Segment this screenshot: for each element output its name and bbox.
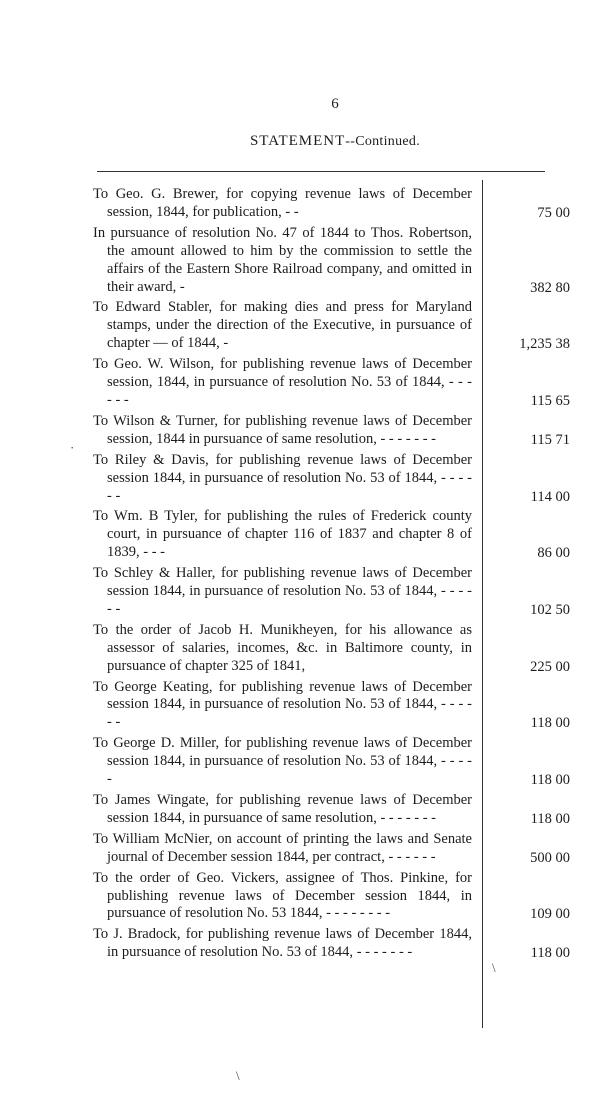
stray-mark: \ xyxy=(236,1068,240,1083)
page-title-suffix: --Continued. xyxy=(345,134,421,149)
entry-amount: 118 00 xyxy=(530,772,570,789)
statement-entry xyxy=(0,679,600,733)
entry-description xyxy=(93,565,472,619)
entry-leaders: - - - xyxy=(143,544,165,561)
entry-leaders: - - - - - - - xyxy=(356,944,413,961)
entry-description xyxy=(93,412,472,449)
entry-description xyxy=(93,299,472,353)
entry-description xyxy=(93,869,472,924)
page-title-main: STATEMENT xyxy=(249,133,346,149)
top-rule xyxy=(97,171,545,172)
entry-description xyxy=(93,678,472,733)
entry-description xyxy=(93,356,472,410)
entry-description xyxy=(93,186,472,222)
entry-text: To Wm. B Tyler, for publishing the rules of Frederick county court, in pursuance of chapter 116 of 1837 and chapter 8 of 1839, xyxy=(93,508,472,561)
entry-text: To Geo. W. Wilson, for publishing revenue laws of December session, 1844, in pursuance of resolution No. 53 of 1844, xyxy=(93,356,472,391)
entry-description xyxy=(93,224,472,297)
entry-description xyxy=(93,508,472,562)
entry-leaders: - - - - - - xyxy=(107,374,472,408)
statement-entry xyxy=(0,413,600,449)
entry-amount: 115 65 xyxy=(530,392,570,409)
entry-amount: 102 50 xyxy=(530,601,570,618)
stray-mark: \ xyxy=(492,960,496,975)
statement-entry xyxy=(0,735,600,789)
entry-text: In pursuance of resolution No. 47 of 1844 to Thos. Robertson, the amount allowed to him by the commission to settle the affairs of the Eastern Shore Railroad company, and omitted in their award, xyxy=(93,224,472,295)
entry-amount: 86 00 xyxy=(537,545,570,562)
statement-entry xyxy=(0,792,600,828)
entry-amount: 118 00 xyxy=(530,945,570,962)
entry-amount: 115 71 xyxy=(530,431,570,448)
entry-description xyxy=(93,792,472,828)
statement-entry xyxy=(0,452,600,506)
statement-entry xyxy=(0,356,600,410)
entry-text: To Wilson & Turner, for publishing revenue laws of December session, 1844 in pursuance of same resolution, xyxy=(93,412,472,447)
page-title xyxy=(0,133,600,150)
entry-text: To Geo. G. Brewer, for copying revenue laws of December session, 1844, for publication, xyxy=(93,186,472,220)
entry-amount: 118 00 xyxy=(530,810,570,827)
entry-text: To J. Bradock, for publishing revenue laws of December 1844, in pursuance of resolution No. 53 of 1844, xyxy=(93,926,472,961)
entry-amount: 1,235 38 xyxy=(519,336,570,353)
entry-amount: 109 00 xyxy=(530,906,570,923)
statement-entry xyxy=(0,926,600,962)
entry-amount: 500 00 xyxy=(530,849,570,866)
entry-leaders: - xyxy=(223,335,229,352)
statement-entry xyxy=(0,186,600,222)
entry-text: To the order of Geo. Vickers, assignee of Thos. Pinkine, for publishing revenue laws of December session 1844, in pursuance of resolution No. 53 1844, xyxy=(93,869,472,922)
entry-text: To Riley & Davis, for publishing revenue laws of December session 1844, in pursuance of resolution No. 53 of 1844, xyxy=(93,451,472,486)
statement-entry xyxy=(0,225,600,297)
entry-description xyxy=(93,451,472,506)
entry-leaders: - - - - - - - xyxy=(380,430,437,447)
entry-leaders: - - - - - - - - xyxy=(326,905,391,922)
statement-entry xyxy=(0,508,600,562)
entry-leaders: - xyxy=(179,278,185,295)
entry-text: To Schley & Haller, for publishing revenue laws of December session 1844, in pursuance of resolution No. 53 of 1844, xyxy=(93,565,472,600)
entry-leaders: - - xyxy=(285,203,299,220)
entry-text: To George D. Miller, for publishing revenue laws of December session 1844, in pursuance of resolution No. 53 of 1844, xyxy=(93,735,472,770)
entry-description xyxy=(93,926,472,962)
entry-amount: 382 80 xyxy=(530,279,570,296)
statement-entry xyxy=(0,622,600,676)
entry-leaders: - - - - - - xyxy=(107,696,472,731)
statement-entry xyxy=(0,299,600,353)
entry-text: To George Keating, for publishing revenue laws of December session 1844, in pursuance of resolution No. 53 of 1844, xyxy=(93,678,472,713)
entry-amount: 75 00 xyxy=(537,204,570,221)
entry-description xyxy=(93,735,472,789)
entry-text: To the order of Jacob H. Munikheyen, for his allowance as assessor of salaries, incomes, &c. in Baltimore county, in pursuance of chapter 325 of 1841, xyxy=(93,621,472,674)
statement-entry xyxy=(0,870,600,924)
entry-leaders: - - - - - - - xyxy=(380,809,437,826)
statement-entries xyxy=(0,186,600,965)
entry-amount: 114 00 xyxy=(530,488,570,505)
entry-amount: 225 00 xyxy=(530,658,570,675)
entry-text: To William McNier, on account of printing the laws and Senate journal of December session 1844, per contract, xyxy=(93,830,472,865)
entry-amount: 118 00 xyxy=(530,715,570,732)
page-number: 6 xyxy=(331,96,339,112)
entry-leaders: - - - - - - xyxy=(107,469,472,504)
entry-leaders: - - - - - - xyxy=(388,848,436,865)
stray-mark: · xyxy=(70,440,75,455)
entry-leaders: - - - - - xyxy=(107,753,472,788)
statement-entry xyxy=(0,831,600,867)
entry-description xyxy=(93,830,472,867)
entry-text: To Edward Stabler, for making dies and press for Maryland stamps, under the direction of the Executive, in pursuance of chapter — of 1844, xyxy=(93,299,472,352)
statement-entry xyxy=(0,565,600,619)
entry-text: To James Wingate, for publishing revenue laws of December session 1844, in pursuance of same resolution, xyxy=(93,792,472,826)
entry-leaders: - - - - - - xyxy=(107,583,472,617)
entry-description xyxy=(93,621,472,676)
